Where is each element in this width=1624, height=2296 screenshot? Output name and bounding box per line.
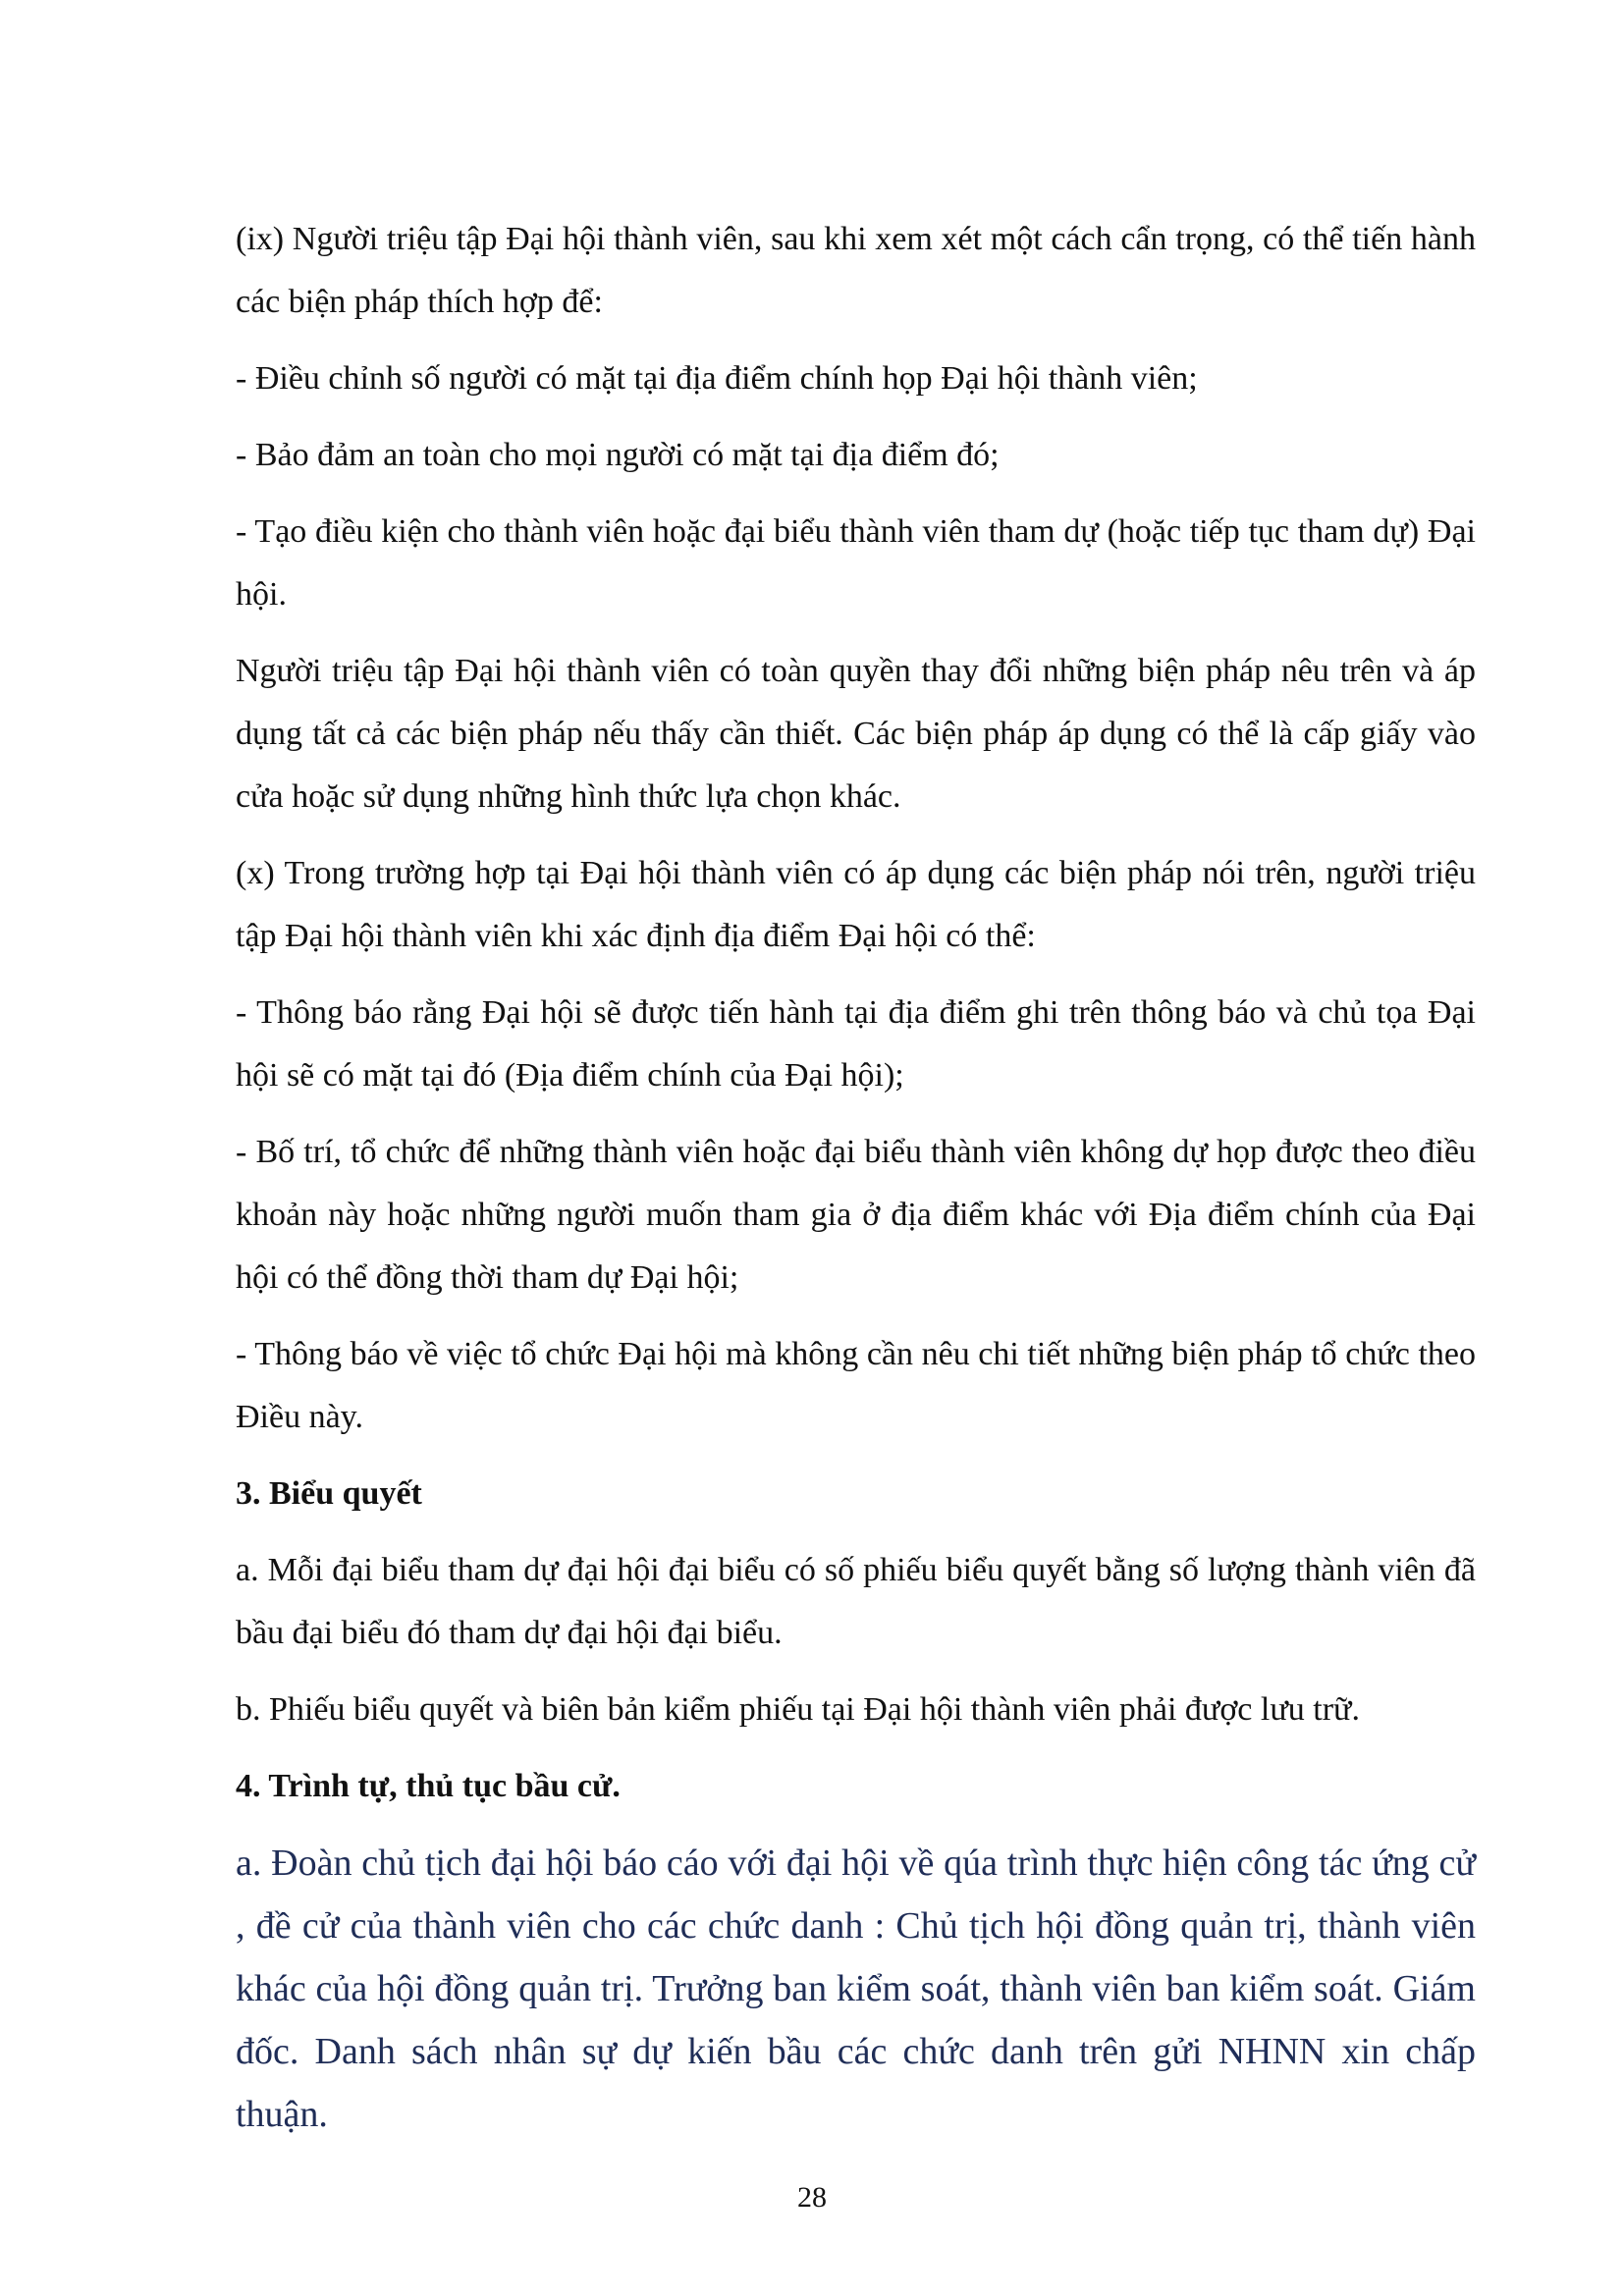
voting-item-a: a. Mỗi đại biểu tham dự đại hội đại biểu có số phiếu biểu quyết bằng số lượng thành viên đã bầu đại biểu đó tham dự đại hội đại biểu. <box>236 1552 1476 1651</box>
paragraph-notice-without-details: - Thông báo về việc tổ chức Đại hội mà không cần nêu chi tiết những biện pháp tổ chức theo Điều này. <box>236 1336 1476 1435</box>
section-heading-voting: 3. Biểu quyết <box>236 1475 422 1512</box>
page-content <box>236 208 1476 2146</box>
section-heading-election-procedure: 4. Trình tự, thủ tục bầu cử. <box>236 1768 621 1804</box>
paragraph-facilitate-attendance: - Tạo điều kiện cho thành viên hoặc đại biểu thành viên tham dự (hoặc tiếp tục tham dự) Đại hội. <box>236 513 1476 613</box>
paragraph-x: (x) Trong trường hợp tại Đại hội thành viên có áp dụng các biện pháp nói trên, người triệu tập Đại hội thành viên khi xác định địa điểm Đại hội có thể: <box>236 855 1476 954</box>
paragraph-alternate-location: - Bố trí, tổ chức để những thành viên hoặc đại biểu thành viên không dự họp được theo điều khoản này hoặc những người muốn tham gia ở địa điểm khác với Địa điểm chính của Đại hội có thể đồng thời tham dự Đại hội; <box>236 1134 1476 1296</box>
paragraph-adjust-attendance: - Điều chỉnh số người có mặt tại địa điểm chính họp Đại hội thành viên; <box>236 360 1198 397</box>
paragraph-ensure-safety: - Bảo đảm an toàn cho mọi người có mặt tại địa điểm đó; <box>236 437 1000 473</box>
election-item-a: a. Đoàn chủ tịch đại hội báo cáo với đại hội về qúa trình thực hiện công tác ứng cử , đề cử của thành viên cho các chức danh : Chủ tịch hội đồng quản trị, thành viên khác của hội đồng quản trị. Trưởng ban kiểm soát, thành viên ban kiểm soát. Giám đốc. Danh sách nhân sự dự kiến bầu các chức danh trên gửi NHNN xin chấp thuận. <box>236 1842 1476 2135</box>
paragraph-convener-authority: Người triệu tập Đại hội thành viên có toàn quyền thay đổi những biện pháp nêu trên và áp dụng tất cả các biện pháp nếu thấy cần thiết. Các biện pháp áp dụng có thể là cấp giấy vào cửa hoặc sử dụng những hình thức lựa chọn khác. <box>236 653 1476 815</box>
page-number: 28 <box>797 2181 827 2214</box>
voting-item-b: b. Phiếu biểu quyết và biên bản kiểm phiếu tại Đại hội thành viên phải được lưu trữ. <box>236 1691 1360 1728</box>
paragraph-main-location: - Thông báo rằng Đại hội sẽ được tiến hành tại địa điểm ghi trên thông báo và chủ tọa Đại hội sẽ có mặt tại đó (Địa điểm chính của Đại hội); <box>236 994 1476 1094</box>
paragraph-ix: (ix) Người triệu tập Đại hội thành viên, sau khi xem xét một cách cẩn trọng, có thể tiến hành các biện pháp thích hợp để: <box>236 221 1476 320</box>
